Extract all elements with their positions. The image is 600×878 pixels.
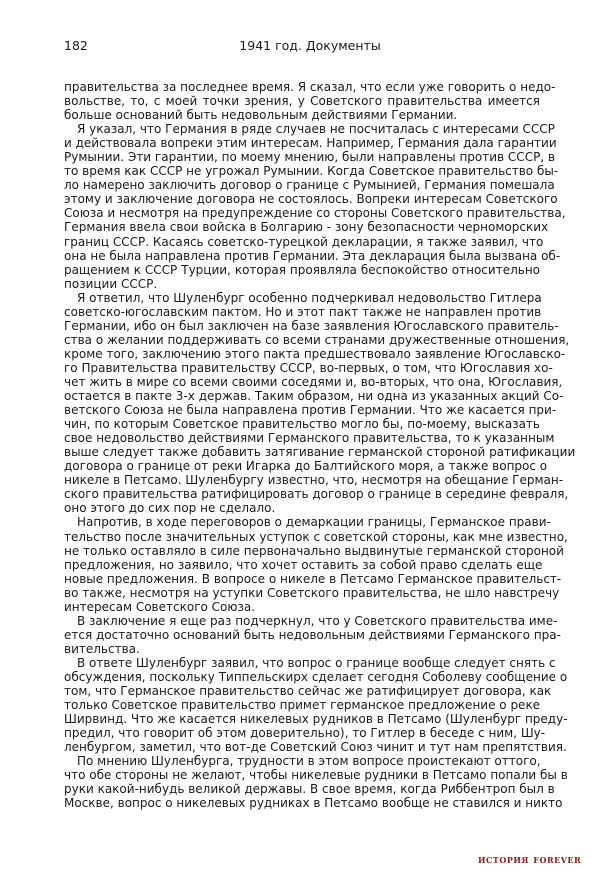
text-line: По мнению Шуленбурга, трудности в этом вопросе проистекают оттого, <box>77 754 541 769</box>
running-head: 1941 год. Документы <box>239 38 381 53</box>
paragraph <box>64 754 568 811</box>
paragraph <box>64 655 568 755</box>
text-line: том, что Германское правительство сейчас же ратифицирует договора, как <box>64 684 552 699</box>
text-line: чин, по которым Советское правительство могло бы, по-моему, высказать <box>64 417 540 432</box>
text-line: во также, несмотря на уступки Советского правительства, не шло навстречу <box>64 585 560 600</box>
paragraph <box>64 613 561 656</box>
text-line: тельство после значительных уступок с советской стороны, как мне известно, <box>64 529 568 544</box>
text-line: Румынии. Эти гарантии, по моему мнению, были направлены против СССР, в <box>64 150 556 165</box>
text-line: Ширвинд. Что же касается никелевых рудников в Петсамо (Шуленбург преду- <box>64 712 568 727</box>
text-line: остается в пакте 3-х держав. Таким образом, ни одна из указанных акций Со- <box>64 389 564 404</box>
paragraph <box>64 290 576 516</box>
text-line: договора о границе от реки Игарка до Балтийского моря, а также вопрос о <box>64 459 548 474</box>
text-line: В ответе Шуленбург заявил, что вопрос о границе вообще следует снять с <box>77 655 556 670</box>
text-line: Союза и несмотря на предупреждение со стороны Советского правительства, <box>64 206 566 221</box>
text-line: оно этого до сих пор не сделало. <box>64 501 276 516</box>
text-line: ветского Союза не была направлена против Германии. Что же касается при- <box>64 403 557 418</box>
text-line: Я указал, что Германия в ряде случаев не посчиталась с интересами СССР <box>77 122 555 137</box>
text-line: выше следует также добавить затягивание германской стороной ратификации <box>64 445 576 460</box>
text-line: и действовала вопреки этим интересам. Например, Германия дала гарантии <box>64 136 557 151</box>
text-line: предил, что говорит об этом доверительно), то Гитлер в беседе с ним, Шу- <box>64 726 546 741</box>
body-text <box>64 80 576 811</box>
text-line: Москве, вопрос о никелевых рудниках в Петсамо вообще не ставился и никто <box>64 796 563 811</box>
text-line: го Правительства правительству СССР, во-первых, о том, что Югославия хо- <box>64 360 553 375</box>
text-line: чет жить в мире со всеми своими соседями и, во-вторых, что она, Югославия, <box>64 374 563 389</box>
text-line: ло намерено заключить договор о границе с Румынией, Германия помешала <box>64 178 555 193</box>
text-line: свое недовольство действиями Германского правительства, то к указанным <box>64 431 555 446</box>
paragraph <box>64 122 566 291</box>
text-line: ства о желании поддерживать со всеми странами дружественные отношения, <box>64 332 570 347</box>
paragraph <box>64 80 556 123</box>
text-line: В заключение я еще раз подчеркнул, что у Советского правительства име- <box>77 613 558 628</box>
text-line: никеле в Петсамо. Шуленбургу известно, что, несмотря на обещание Герман- <box>64 473 564 488</box>
text-line: правительства за последнее время. Я сказал, что если уже говорить о недо- <box>64 80 556 94</box>
text-line: ского правительства ратифицировать договор о границе в середине февраля, <box>64 487 569 502</box>
paragraph <box>64 515 568 614</box>
text-line: вительства. <box>64 641 140 656</box>
page-number: 182 <box>64 38 88 53</box>
text-line: позиции СССР. <box>64 276 158 291</box>
text-line: Напротив, в ходе переговоров о демаркации границы, Германское прави- <box>77 515 551 530</box>
text-line: Я ответил, что Шуленбург особенно подчеркивал недовольство Гитлера <box>77 290 542 305</box>
text-line: она не была направлена против Германии. Эта декларация была вызвана об- <box>64 248 561 263</box>
text-line: ращением к СССР Турции, которая проявляла беспокойство относительно <box>64 262 540 277</box>
text-line: интересам Советского Союза. <box>64 599 256 614</box>
text-line: больше оснований быть недовольным действиями Германии. <box>64 108 458 123</box>
text-line: предложения, но заявило, что хочет оставить за собой право сделать еще <box>64 557 543 572</box>
text-line: Германия ввела свои войска в Болгарию - зону безопасности черноморских <box>64 220 549 235</box>
text-line: Германии, ибо он был заключен на базе заявления Югославского правитель- <box>64 318 559 333</box>
text-line: кроме того, заключению этого пакта предшествовало заявление Югославско- <box>64 346 566 361</box>
text-line: новые предложения. В вопросе о никеле в Петсамо Германское правительст- <box>64 571 562 586</box>
text-line: этому и заключение договора не состоялось. Вопреки интересам Советского <box>64 192 558 207</box>
watermark: история forever <box>478 853 582 866</box>
text-line: только Советское правительство примет германское предложение о реке <box>64 698 541 713</box>
text-line: ется достаточно оснований быть недовольным действиями Германского пра- <box>64 627 561 642</box>
text-line: то время как СССР не угрожал Румынии. Когда Советское правительство бы- <box>64 164 559 179</box>
text-line: советско-югославским пактом. Но и этот пакт также не направлен против <box>64 304 542 319</box>
text-line: руки какой-нибудь великой державы. В свое время, когда Риббентроп был в <box>64 782 555 797</box>
text-line: вольстве, то, с моей точки зрения, у Советского правительства имеется <box>64 94 540 109</box>
text-line: не только оставляло в силе первоначально выдвинутые германской стороной <box>64 543 564 558</box>
text-line: ленбургом, заметил, что вот-де Советский Союз чинит и тут нам препятствия. <box>64 740 567 755</box>
text-line: обсуждения, поскольку Типпельскирх сделает сегодня Соболеву сообщение о <box>64 669 568 684</box>
text-line: границ СССР. Касаясь советско-турецкой декларации, я также заявил, что <box>64 234 544 249</box>
text-line: что обе стороны не желают, чтобы никелевые рудники в Петсамо попали бы в <box>64 768 568 783</box>
